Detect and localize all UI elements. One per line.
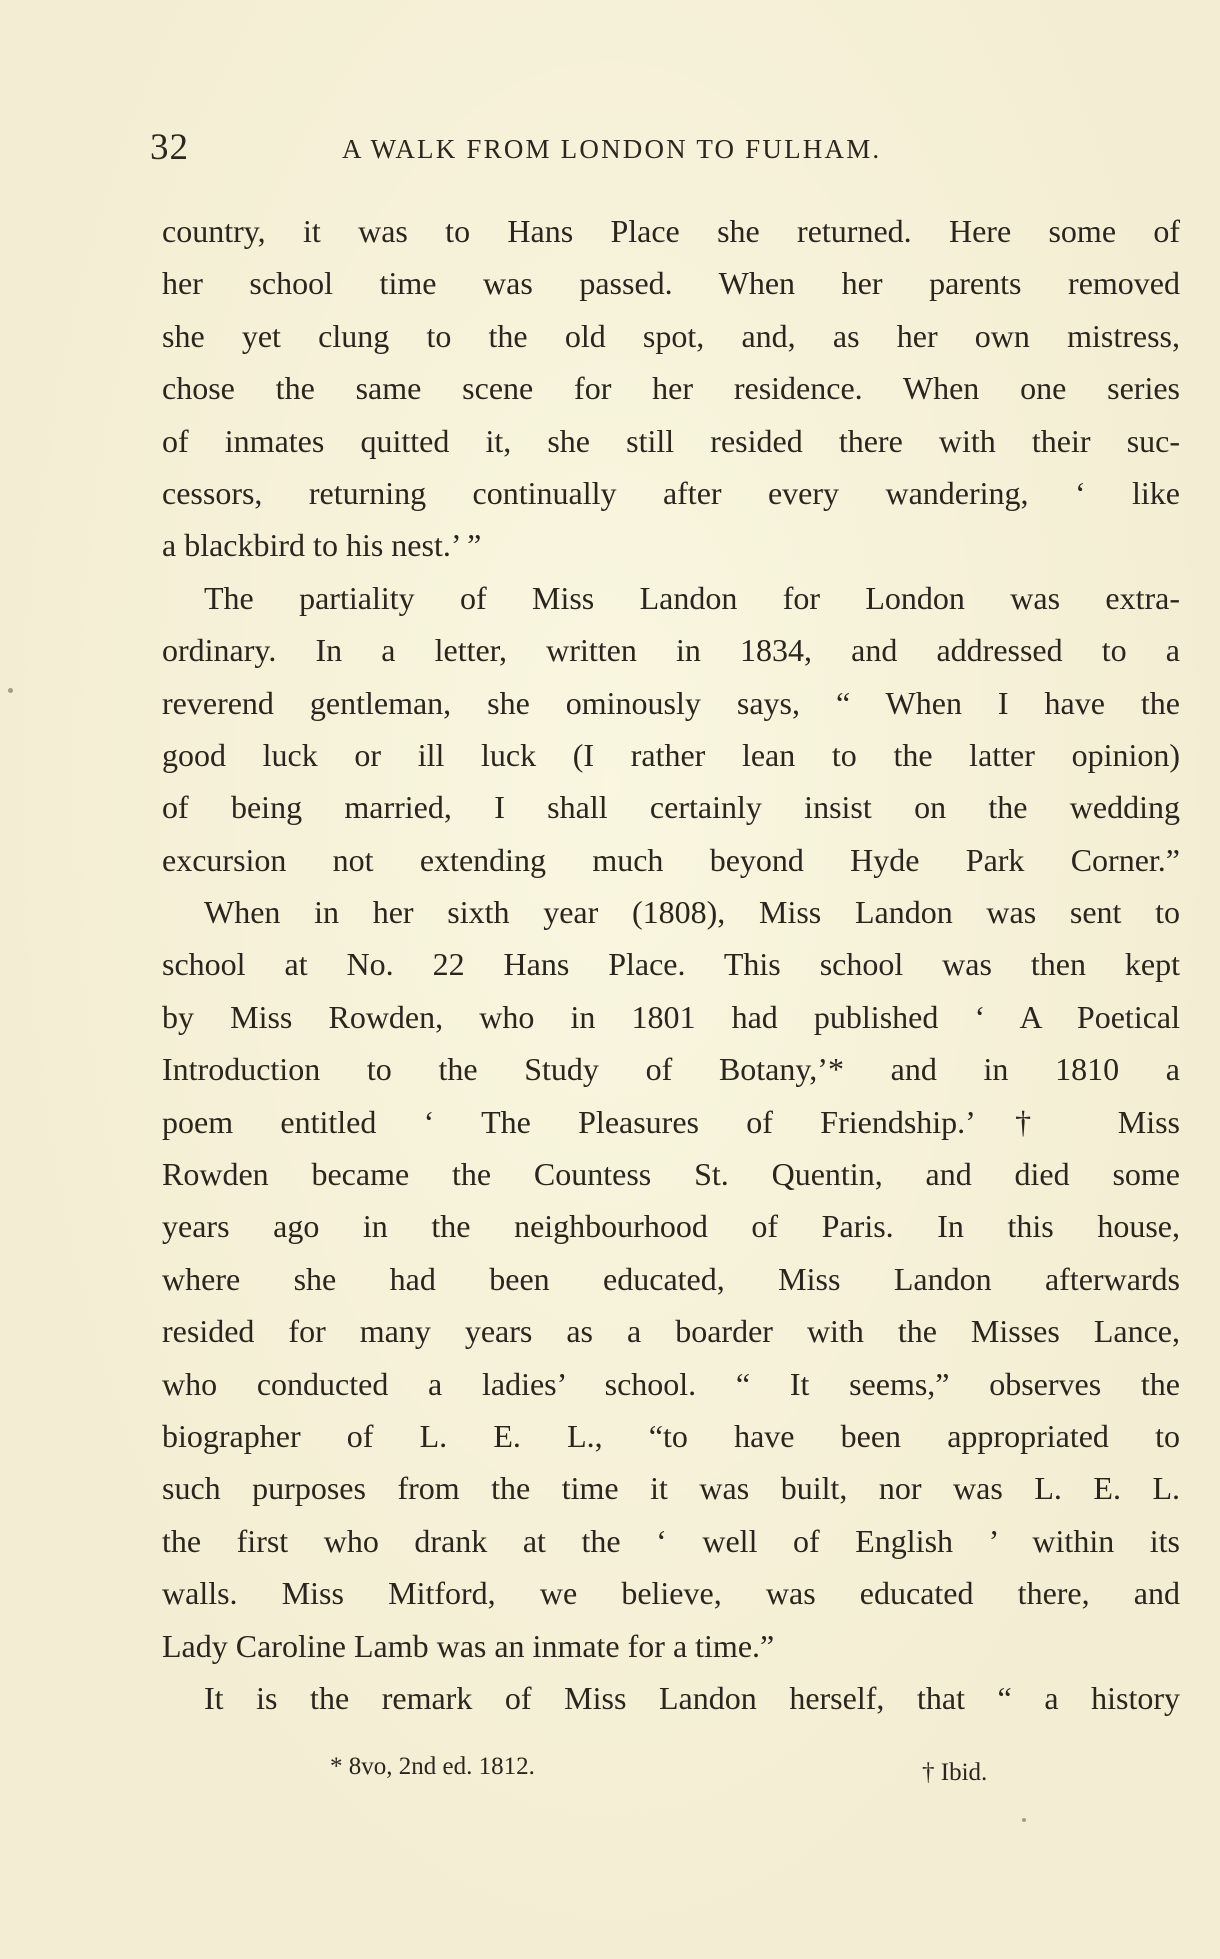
text-line: reverend gentleman, she ominously says, “ When I have the (162, 684, 1180, 721)
page-number: 32 (150, 127, 189, 168)
paragraph-start-line: When in her sixth year (1808), Miss Landon was sent to (204, 894, 1180, 931)
footnotes (330, 1753, 1050, 1793)
text-line: excursion not extending much beyond Hyde Park Corner.” (162, 841, 1180, 878)
text-line: poem entitled ‘ The Pleasures of Friendship.’† Miss (162, 1103, 1180, 1140)
text-line: the first who drank at the ‘ well of English ’ within its (162, 1522, 1180, 1559)
text-line: country, it was to Hans Place she returned. Here some of (162, 213, 1180, 249)
text-line: years ago in the neighbourhood of Paris. In this house, (162, 1208, 1180, 1245)
running-title: A WALK FROM LONDON TO FULHAM. (342, 134, 882, 164)
text-line: her school time was passed. When her parents removed (162, 265, 1180, 302)
text-line: good luck or ill luck (I rather lean to the latter opinion) (162, 736, 1180, 773)
paper-speck (1022, 1818, 1026, 1822)
text-line: such purposes from the time it was built, nor was L. E. L. (162, 1470, 1180, 1507)
text-line: of being married, I shall certainly insist on the wedding (162, 789, 1180, 826)
paper-speck (8, 688, 13, 693)
page-header (150, 126, 1150, 186)
text-line: Rowden became the Countess St. Quentin, and died some (162, 1156, 1180, 1193)
text-line: of inmates quitted it, she still resided there with their suc- (162, 422, 1180, 459)
footnote-dagger: † Ibid. (922, 1759, 988, 1786)
text-line: who conducted a ladies’ school. “ It seems,” observes the (162, 1365, 1180, 1402)
text-line: resided for many years as a boarder with the Misses Lance, (162, 1313, 1180, 1350)
text-line: she yet clung to the old spot, and, as her own mistress, (162, 317, 1180, 354)
text-line: biographer of L. E. L., “to have been appropriated to (162, 1417, 1180, 1454)
paragraph-start-line: It is the remark of Miss Landon herself, that “ a history (204, 1679, 1180, 1716)
footnote-star: * 8vo, 2nd ed. 1812. (330, 1753, 535, 1780)
text-line: cessors, returning continually after every wandering, ‘ like (162, 474, 1180, 511)
paragraph-start-line: The partiality of Miss Landon for London was extra- (204, 579, 1180, 616)
text-line: ordinary. In a letter, written in 1834, and addressed to a (162, 632, 1180, 669)
text-line: walls. Miss Mitford, we believe, was educated there, and (162, 1575, 1180, 1612)
text-line: school at No. 22 Hans Place. This school was then kept (162, 946, 1180, 983)
text-line: where she had been educated, Miss Landon afterwards (162, 1260, 1180, 1297)
text-line: Lady Caroline Lamb was an inmate for a time.” (162, 1627, 775, 1664)
text-line: chose the same scene for her residence. When one series (162, 370, 1180, 407)
text-line: by Miss Rowden, who in 1801 had published ‘ A Poetical (162, 998, 1180, 1035)
text-line: Introduction to the Study of Botany,’* and in 1810 a (162, 1051, 1180, 1088)
body-text (162, 205, 1180, 1724)
text-line: a blackbird to his nest.’ ” (162, 527, 482, 564)
